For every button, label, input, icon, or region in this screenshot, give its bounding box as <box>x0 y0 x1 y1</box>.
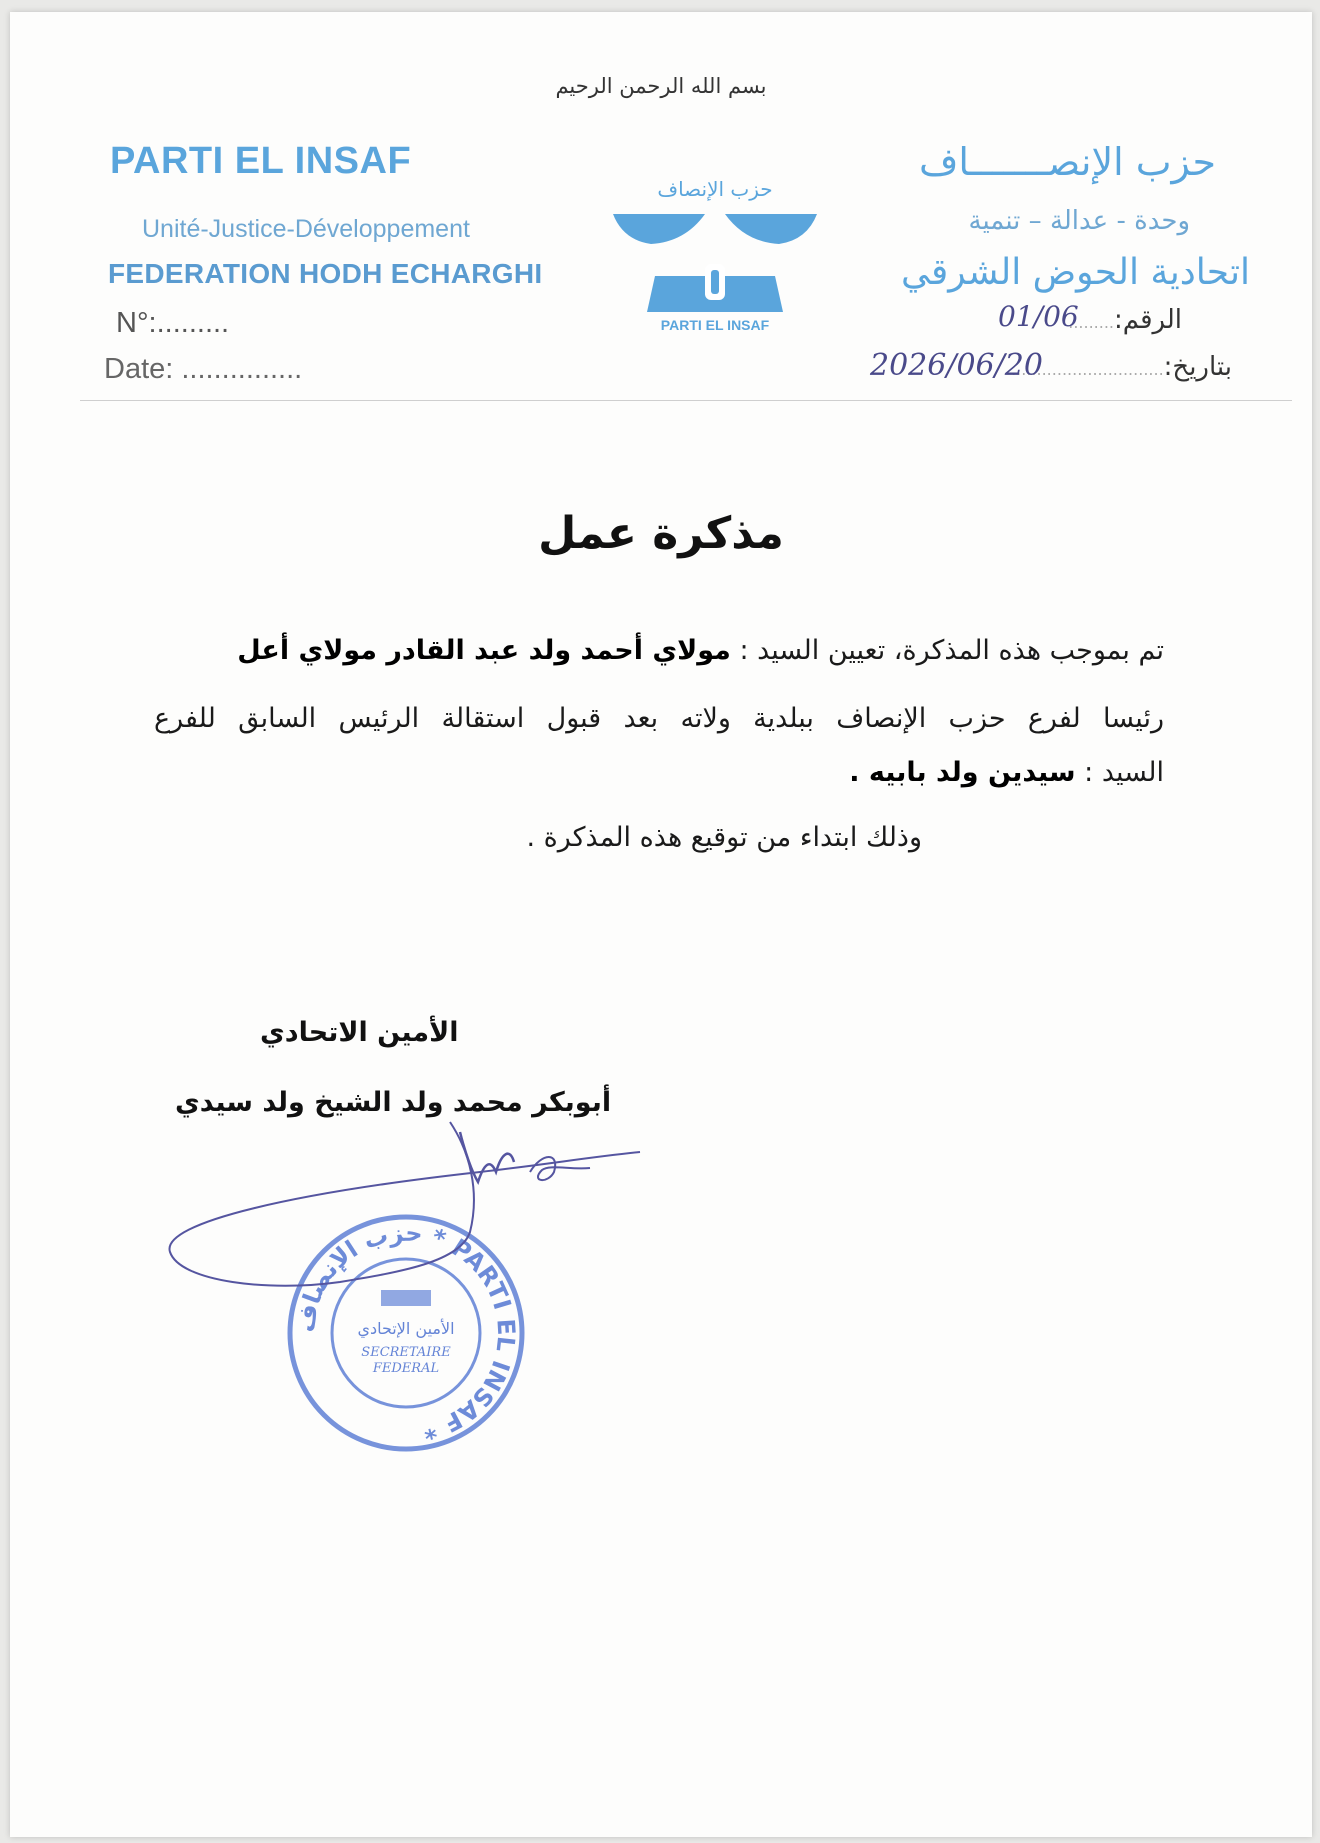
reference-number-label-arabic: الرقم:......... <box>1068 305 1182 335</box>
logo-arabic-text: حزب الإنصاف <box>657 177 773 201</box>
party-motto-french: Unité-Justice-Développement <box>142 215 470 243</box>
appointee-name: مولاي أحمد ولد عبد القادر مولاي أعل <box>237 635 731 666</box>
party-name-french: PARTI EL INSAF <box>110 140 412 182</box>
header-divider <box>80 400 1292 401</box>
memo-line-3 <box>154 757 1164 788</box>
reference-number-label-text: الرقم: <box>1114 305 1182 335</box>
memo-line-4: وذلك ابتداء من توقيع هذه المذكرة . <box>526 822 922 853</box>
handwritten-signature-icon <box>150 1112 650 1312</box>
reference-number-label-french: N°:......... <box>116 307 230 339</box>
signatory-title: الأمين الاتحادي <box>260 1017 459 1048</box>
date-label-french: Date: ............... <box>104 353 303 385</box>
logo-latin-text: PARTI EL INSAF <box>660 317 770 333</box>
date-label-text: بتاريخ: <box>1163 352 1232 382</box>
stamp-inner-arabic: الأمين الإتحادي <box>357 1319 455 1338</box>
basmala: بسم الله الرحمن الرحيم <box>555 74 767 98</box>
party-motto-arabic: وحدة - عدالة – تنمية <box>968 206 1190 236</box>
party-name-arabic: حزب الإنصـــــــاف <box>919 140 1216 184</box>
signatory-name: أبوبكر محمد ولد الشيخ ولد سيدي <box>175 1087 612 1118</box>
memo-title: مذكرة عمل <box>538 508 784 559</box>
stamp-ring-text: حزب الإنصاف * PARTI EL INSAF * <box>291 1218 521 1446</box>
handwritten-reference-number: 01/06 <box>998 300 1079 333</box>
party-logo-icon <box>605 172 825 338</box>
federation-french: FEDERATION HODH ECHARGHI <box>108 258 543 289</box>
memo-line-1 <box>154 635 1164 666</box>
stamp-inner-latin-2: FEDERAL <box>372 1361 440 1376</box>
handwritten-date: 2026/06/20 <box>870 348 1043 383</box>
document-page <box>10 12 1312 1837</box>
memo-line-1-prefix: تم بموجب هذه المذكرة، تعيين السيد : <box>739 635 1164 666</box>
federation-arabic: اتحادية الحوض الشرقي <box>901 252 1250 293</box>
memo-line-2: رئيسا لفرع حزب الإنصاف ببلدية ولاته بعد قبول استقالة الرئيس السابق للفرع <box>154 703 1164 734</box>
stamp-inner-latin-1: SECRETAIRE <box>361 1345 451 1360</box>
date-label-arabic: بتاريخ:.............................. <box>1011 352 1232 382</box>
former-president-name: سيدين ولد بابيه . <box>849 757 1076 788</box>
memo-line-3-prefix: السيد : <box>1084 757 1164 788</box>
